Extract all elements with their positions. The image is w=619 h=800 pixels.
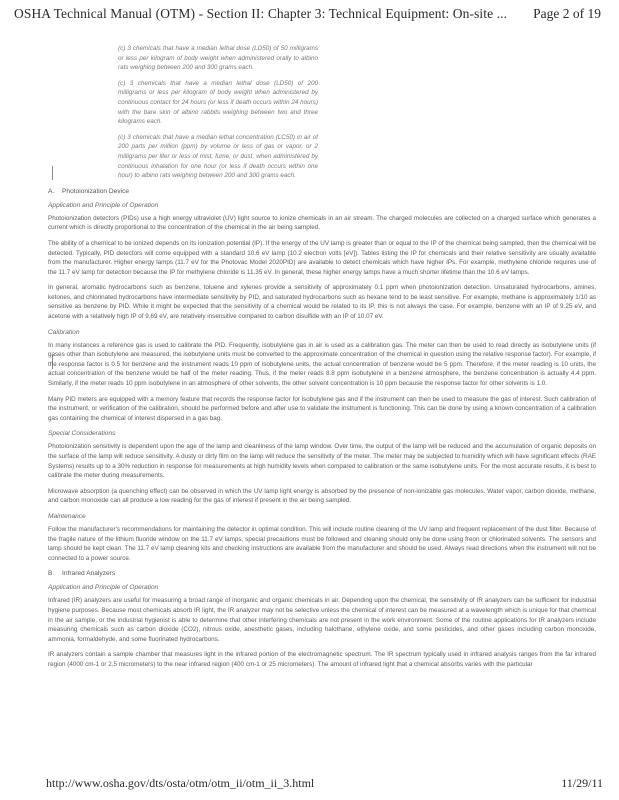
paragraph: Photoionization detectors (PIDs) use a high energy ultraviolet (UV) light source to ionize chemicals in an air stream. The charged molecules are collected on a charged surface which generates a current which is directly proportional to the concentration of the chemical in the air being sampled. <box>48 214 596 232</box>
indented-paragraph: (c) 3 chemicals that have a median lethal dose (LD50) of 200 milligrams or less per kilogram of body weight when administered by continuous contact for 24 hours (or less if death occurs within 24 hours) with the bare skin of albino rabbits weighing between two and three kilograms each. <box>118 79 318 126</box>
section-label: A. <box>48 187 55 195</box>
subheading-application: Application and Principle of Operation <box>48 201 159 209</box>
page-header-title: OSHA Technical Manual (OTM) - Section II: Chapter 3: Technical Equipment: On-site ... <box>14 6 508 21</box>
section-heading-a <box>48 187 596 196</box>
indented-paragraph: (c) 3 chemicals that have a median lethal concentration (LC50) in air of 200 parts per million (ppm) by volume or less of gas or vapor, or 2 milligrams per liter or less of mist, fume, or dust, when administered by continuous inhalation for one hour (or less if death occurs within one hour) to albino rats weighing between 200 and 300 grams each. <box>118 133 318 180</box>
page-number: Page 2 of 19 <box>533 6 601 21</box>
section-heading-b <box>48 569 596 578</box>
subheading-maintenance: Maintenance <box>48 512 86 520</box>
paragraph: Follow the manufacturer's recommendations for maintaining the detector in optimal condition. This will include routine cleaning of the UV lamp and frequent replacement of the dust filter. Because of the fragile nature of the lithium fluoride window on the 11.7 eV lamps, special precautions must be followed and cleaning should only be done using freon or chlorinated solvents. The sensors and lamp should be kept clean. The 11.7 eV lamp cleaning kits and checking instructions are available from the manufacturer and should be used. Always read directions when the instrument will not be connected to a power source. <box>48 525 596 562</box>
footer-date: 11/29/11 <box>561 776 603 790</box>
paragraph: Photoionization sensitivity is dependent upon the age of the lamp and cleanliness of the lamp window. Over time, the output of the lamp will be reduced and the accumulation of organic deposits on the surface of the lamp will reduce sensitivity. A dusty or dirty film on the lamp will reduce the sensitivity of the meter. The meter may be subjected to humidity which will have significant effects (RAE Systems) results up to a 30% reduction in response for measurements at high humidity levels when compared to calibration or the same isobutylene units. For the most accurate results, it is best to calibrate the meter during measurements. <box>48 443 596 480</box>
paragraph: In general, aromatic hydrocarbons such as benzene, toluene and xylenes provide a sensitivity of approximately 0.1 ppm when photoionization detection. Unsaturated hydrocarbons, amines, ketones, and chlorinated hydrocarbons have intermediate sensitivity by PID, and saturated hydrocarbons such as hexane tend to be least sensitive. For example, methane is approximately 1/10 as sensitive as benzene by PID. While it might be expected that the sensitivity of a chemical would be related to its IP, this is not always the case. For example, benzene with an IP of 9.25 eV, and acetone with a relatively high IP of 9.69 eV, are relatively insensitive compared to carbon disulfide with an IP of 10.07 eV. <box>48 284 596 321</box>
paragraph: Many PID meters are equipped with a memory feature that records the response factor for isobutylene gas and if the instrument can then be used to measure the gas of interest. Such calibration of the instrument, or verification of the calibration, should be performed before and after use to validate the instrument is functioning. This can be done by using a known concentration of a calibration gas containing the chemical of interest dispersed in a gas bag. <box>48 395 596 422</box>
section-label: B. <box>48 570 55 578</box>
paragraph: Microwave absorption (a quenching effect) can be observed in which the UV lamp light energy is absorbed by the presence of non-ionizable gas molecules. Water vapor, carbon dioxide, methane, and carbon monoxide can all produce a low reading for the gas of interest if present in the air being sampled. <box>48 487 596 505</box>
paragraph: IR analyzers contain a sample chamber that measures light in the infrared portion of the electromagnetic spectrum. The IR spectrum typically used in infrared analysis ranges from the far infrared region (4000 cm-1 or 2.5 micrometers) to the near infrared region (400 cm-1 or 25 micrometers). The amount of infrared light that a chemical absorbs varies with the particular <box>48 651 596 668</box>
section-title: Photoionization Device <box>62 187 130 195</box>
paragraph: The ability of a chemical to be ionized depends on its ionization potential (IP). If the energy of the UV lamp is greater than or equal to the IP of the chemical being sampled, then the chemical will be detected. Typically, PID detectors will come equipped with a standard 10.6 eV lamp (10.2 electron volts [eV]). Tables listing the IP for chemicals and their relative sensitivity are usually available from the manufacturer. Higher energy lamps (11.7 eV for the Photovac Model 2020PID) are available to detect chemicals which have higher IPs. For example, methylene chloride requires use of the 11.7 eV lamp for detection because the IP for methylene chloride is 11.35 eV. In general, these higher energy lamps have a much shorter lifetime than the 10.6 eV lamps. <box>48 239 596 276</box>
indented-paragraph: (c) 3 chemicals that have a median lethal dose (LD50) of 50 milligrams or less per kilogram of body weight when administered orally to albino rats weighing between 200 and 300 grams each. <box>118 45 318 72</box>
paragraph: Infrared (IR) analyzers are useful for measuring a broad range of inorganic and organic chemicals in air. Depending upon the chemical, the sensitivity of IR analyzers can be sufficient for industrial hygiene purposes. Because most chemicals absorb IR light, the IR analyzer may not be selective unless the chemical of interest can be measured at a wavelength which is unique for that chemical in the air sample, or the industrial hygienist is able to determine that other interfering chemicals are not present in the work environment. Some of the routine applications for IR analyzers include measuring chemicals such as carbon dioxide (CO2), nitrous oxide, anesthetic gases, including halothane, ethylene oxide, and some pesticides, and other gases including carbon monoxide, ammonia, formaldehyde, and some fluorinated hydrocarbons. <box>48 597 596 643</box>
subheading-application: Application and Principle of Operation <box>48 584 159 592</box>
document-body <box>48 44 596 676</box>
subheading-calibration: Calibration <box>48 328 80 336</box>
paragraph: In many instances a reference gas is used to calibrate the PID. Frequently, isobutylene gas in air is used as a calibration gas. The meter can then be used to read directly as isobutylene units (if gases other than isobutylene are measured, the isobutylene units must be converted to the approximate concentration of the chemical in question using the relative response factor). For example, if the response factor is 0.5 for benzene and the instrument reads 10 ppm of isobutylene units, the actual concentration of benzene would be 5 ppm. Therefore, if the meter reading is 10 units, the actual concentration of the benzene would be half of the meter reading. Thus, if the meter reads 8.8 ppm isobutylene in a benzene atmosphere, the benzene concentration is actually 4.4 ppm. Similarly, if the meter reads 10 ppm isobutylene in an atmosphere of other solvents, the other solvent concentration is 10 ppm because the response factor for other solvents is 1.0. <box>48 341 596 388</box>
section-title: Infrared Analyzers <box>62 570 116 578</box>
footer-url: http://www.osha.gov/dts/osta/otm/otm_ii/otm_ii_3.html <box>46 776 315 790</box>
subheading-special-considerations: Special Considerations <box>48 430 116 438</box>
